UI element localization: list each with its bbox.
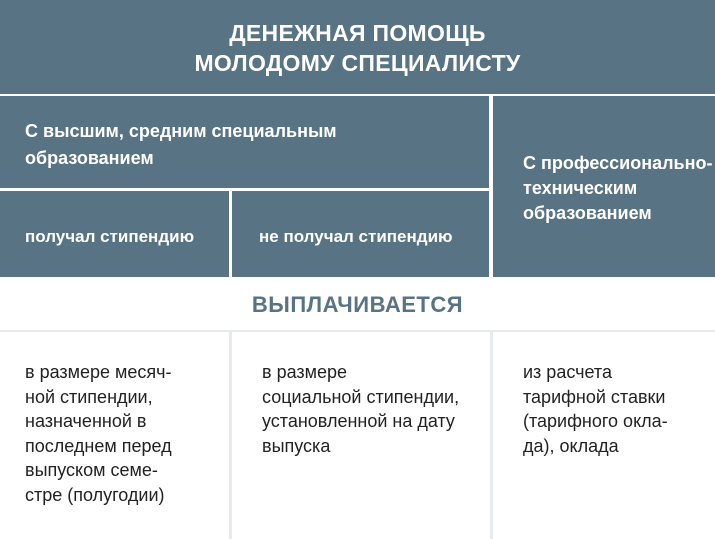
header-prof-line-3: образованием <box>523 203 652 223</box>
header-prof-line-1: С профессионально- <box>523 153 713 173</box>
cell-2-line: социальной стипендии, <box>262 386 460 407</box>
title-line-2: МОЛОДОМУ СПЕЦИАЛИСТУ <box>194 50 521 76</box>
cell-1-line: ной стипендии, <box>25 386 153 407</box>
cell-1-line: последнем перед <box>25 435 172 456</box>
header-higher-education <box>0 96 489 188</box>
cell-3-line: (тарифного окла- <box>523 411 668 431</box>
cell-3-line: да), оклада <box>523 435 619 456</box>
header-no-stipend: не получал стипендию <box>232 191 489 277</box>
header-prof-line-2: техническим <box>523 178 638 198</box>
page-title <box>0 0 715 94</box>
cell-1-line: стре (полугодии) <box>25 484 165 505</box>
cell-received-stipend <box>0 332 229 539</box>
cell-1-line: выпуском семе- <box>25 460 158 480</box>
cell-2-line: выпуска <box>262 435 331 456</box>
cell-professional-technical <box>493 332 715 539</box>
cell-1-line: в размере месяч- <box>25 362 172 382</box>
header-higher-education-line-2: образованием <box>25 148 154 168</box>
header-higher-education-line-1: С высшим, средним специальным <box>25 121 337 141</box>
cell-3-line: тарифной ставки <box>523 386 666 407</box>
paid-band: ВЫПЛАЧИВАЕТСЯ <box>0 277 715 332</box>
cell-2-line: установленной на дату <box>262 411 455 431</box>
cell-1-line: назначенной в <box>25 411 147 431</box>
cell-3-line: из расчета <box>523 362 612 382</box>
header-received-stipend: получал стипендию <box>0 191 229 277</box>
cell-no-stipend <box>232 332 489 539</box>
title-line-1: ДЕНЕЖНАЯ ПОМОЩЬ <box>229 20 486 46</box>
cell-2-line: в размере <box>262 362 348 382</box>
header-professional-technical <box>493 96 715 277</box>
